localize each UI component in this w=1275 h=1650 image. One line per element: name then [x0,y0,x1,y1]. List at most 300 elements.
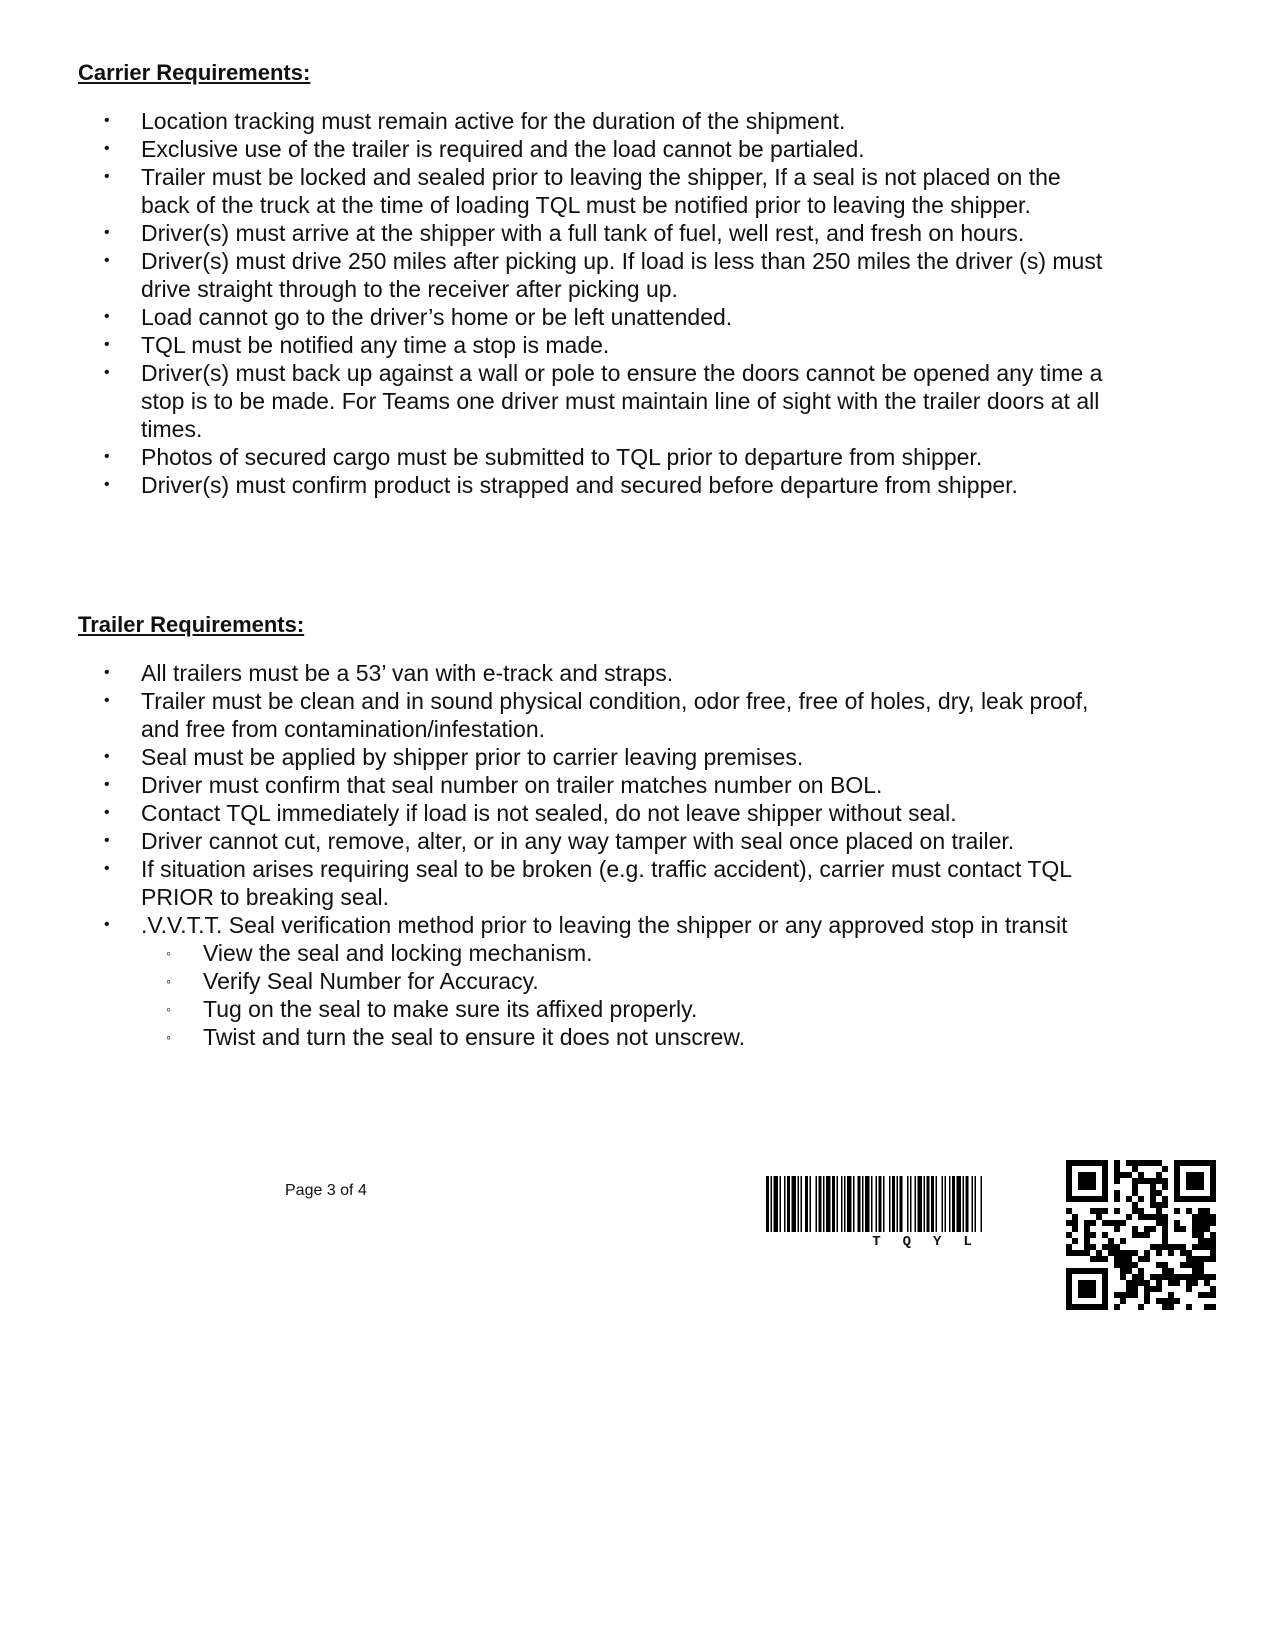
qr-module [1150,1178,1156,1184]
qr-module [1198,1232,1204,1238]
qr-module [1204,1196,1210,1202]
qr-module [1162,1226,1168,1232]
qr-module [1180,1196,1186,1202]
qr-module [1204,1160,1210,1166]
qr-module [1066,1196,1072,1202]
qr-module [1102,1256,1108,1262]
qr-module [1198,1256,1204,1262]
qr-module [1192,1220,1198,1226]
qr-module [1096,1196,1102,1202]
barcode-bar [841,1176,843,1232]
qr-module [1192,1280,1198,1286]
qr-module [1168,1268,1174,1274]
qr-module [1078,1196,1084,1202]
barcode-bar [972,1176,974,1232]
list-item-text: Driver(s) must back up against a wall or pole to ensure the doors cannot be opened any time a stop is to be made. For Teams one driver must maintain line of sight with the trailer doors at all times. [141,360,1103,442]
barcode-bar [963,1176,965,1232]
barcode-bar [907,1176,909,1232]
qr-module [1084,1196,1090,1202]
trailer-requirements-list [0,659,1275,1051]
qr-module [1066,1220,1072,1226]
qr-module [1168,1280,1174,1286]
qr-code [1066,1160,1216,1310]
qr-module [1072,1220,1078,1226]
qr-module [1162,1304,1168,1310]
qr-module [1126,1214,1132,1220]
qr-module [1072,1250,1078,1256]
qr-module [1168,1250,1174,1256]
list-item-text: Driver(s) must drive 250 miles after picking up. If load is less than 250 miles the driver (s) must drive straight through to the receiver after picking up. [141,248,1103,302]
qr-module [1174,1166,1180,1172]
qr-module [1144,1178,1150,1184]
qr-module [1078,1286,1084,1292]
qr-module [1156,1202,1162,1208]
qr-module [1144,1250,1150,1256]
qr-module [1174,1184,1180,1190]
barcode-bar [927,1176,930,1232]
bullet-icon: • [104,476,110,493]
qr-module [1066,1244,1072,1250]
qr-module [1132,1208,1138,1214]
qr-module [1144,1298,1150,1304]
qr-module [1198,1238,1204,1244]
qr-module [1174,1196,1180,1202]
barcode-bar [837,1176,839,1232]
bullet-icon: • [104,804,110,821]
qr-module [1180,1226,1186,1232]
qr-module [1132,1190,1138,1196]
qr-module [1144,1232,1150,1238]
qr-module [1114,1304,1120,1310]
qr-module [1192,1256,1198,1262]
qr-module [1162,1184,1168,1190]
qr-module [1078,1304,1084,1310]
qr-module [1210,1274,1216,1280]
qr-module [1210,1190,1216,1196]
qr-module [1192,1178,1198,1184]
qr-module [1198,1262,1204,1268]
qr-module [1150,1184,1156,1190]
qr-module [1126,1160,1132,1166]
qr-module [1090,1304,1096,1310]
qr-module [1204,1280,1210,1286]
qr-module [1090,1172,1096,1178]
qr-module [1138,1172,1144,1178]
qr-module [1108,1250,1114,1256]
qr-module [1156,1178,1162,1184]
qr-module [1114,1160,1120,1166]
qr-module [1132,1292,1138,1298]
qr-module [1102,1172,1108,1178]
qr-module [1066,1166,1072,1172]
qr-module [1102,1184,1108,1190]
qr-module [1084,1286,1090,1292]
qr-module [1102,1286,1108,1292]
bullet-icon: • [104,776,110,793]
qr-module [1198,1292,1204,1298]
qr-module [1138,1178,1144,1184]
qr-module [1066,1286,1072,1292]
qr-module [1138,1280,1144,1286]
qr-module [1162,1202,1168,1208]
qr-module [1138,1304,1144,1310]
qr-module [1174,1280,1180,1286]
qr-module [1150,1244,1156,1250]
qr-module [1066,1190,1072,1196]
list-item [0,659,1275,687]
qr-module [1072,1304,1078,1310]
list-item-text: Driver(s) must arrive at the shipper with a full tank of fuel, well rest, and fresh on hours. [141,220,1025,246]
qr-module [1126,1286,1132,1292]
barcode-bar [924,1176,926,1232]
qr-module [1114,1244,1120,1250]
qr-module [1150,1214,1156,1220]
qr-module [1174,1244,1180,1250]
list-item-text: Trailer must be locked and sealed prior to leaving the shipper, If a seal is not placed on the back of the truck at the time of loading TQL must be notified prior to leaving the shipper. [141,164,1061,218]
qr-module [1192,1184,1198,1190]
qr-module [1102,1292,1108,1298]
list-item [0,911,1275,1051]
qr-module [1132,1250,1138,1256]
qr-module [1204,1292,1210,1298]
barcode-bar [784,1176,786,1232]
qr-module [1132,1232,1138,1238]
list-item-text: Exclusive use of the trailer is required and the load cannot be partialed. [141,136,865,162]
qr-module [1210,1304,1216,1310]
qr-module [1090,1268,1096,1274]
barcode-bar [966,1176,969,1232]
qr-module [1066,1304,1072,1310]
sub-list-item-text: Twist and turn the seal to ensure it does not unscrew. [203,1024,746,1050]
hollow-bullet-icon: ◦ [166,1001,171,1017]
qr-module [1120,1172,1126,1178]
seal-verification-sublist [141,939,1115,1051]
barcode-bar [801,1176,803,1232]
qr-module [1114,1262,1120,1268]
qr-module [1210,1244,1216,1250]
qr-module [1108,1238,1114,1244]
qr-module [1186,1172,1192,1178]
qr-module [1180,1244,1186,1250]
qr-module [1144,1256,1150,1262]
qr-module [1144,1286,1150,1292]
qr-module [1078,1160,1084,1166]
qr-module [1150,1286,1156,1292]
qr-module [1084,1220,1090,1226]
barcode-bar [879,1176,882,1232]
qr-module [1114,1172,1120,1178]
qr-module [1156,1274,1162,1280]
barcode-bar [766,1176,769,1232]
qr-module [1120,1298,1126,1304]
qr-module [1102,1280,1108,1286]
qr-module [1192,1232,1198,1238]
bullet-icon: • [104,448,110,465]
barcode-bar [942,1176,944,1232]
barcode-bar [774,1176,779,1232]
qr-module [1066,1232,1072,1238]
qr-module [1120,1262,1126,1268]
qr-module [1174,1190,1180,1196]
qr-module [1186,1196,1192,1202]
qr-module [1198,1268,1204,1274]
hollow-bullet-icon: ◦ [166,973,171,989]
qr-module [1078,1178,1084,1184]
qr-module [1102,1196,1108,1202]
qr-module [1204,1226,1210,1232]
qr-module [1132,1262,1138,1268]
qr-module [1090,1232,1096,1238]
qr-module [1090,1196,1096,1202]
barcode-bar [897,1176,899,1232]
hollow-bullet-icon: ◦ [166,945,171,961]
barcode-bar [945,1176,947,1232]
qr-module [1132,1160,1138,1166]
qr-module [1102,1190,1108,1196]
qr-module [1120,1268,1126,1274]
qr-module [1186,1286,1192,1292]
list-item-text: .V.V.T.T. Seal verification method prior to leaving the shipper or any approved stop in transit [141,912,1068,938]
qr-module [1186,1250,1192,1256]
qr-module [1186,1280,1192,1286]
bullet-icon: • [104,252,110,269]
qr-module [1192,1160,1198,1166]
carrier-requirements-list [0,107,1275,499]
qr-module [1084,1178,1090,1184]
qr-module [1186,1208,1192,1214]
sub-list-item-text: View the seal and locking mechanism. [203,940,593,966]
barcode-bar [931,1176,934,1232]
barcode-bar [957,1176,962,1232]
list-item [0,443,1275,471]
list-item [0,471,1275,499]
qr-module [1210,1160,1216,1166]
list-item-text: If situation arises requiring seal to be broken (e.g. traffic accident), carrier must contact TQL PRIOR to breaking seal. [141,856,1072,910]
qr-module [1162,1214,1168,1220]
qr-module [1132,1280,1138,1286]
qr-module [1066,1172,1072,1178]
qr-module [1156,1172,1162,1178]
list-item-text: Location tracking must remain active for the duration of the shipment. [141,108,846,134]
hollow-bullet-icon: ◦ [166,1029,171,1045]
barcode-text: TQYL [872,1234,994,1250]
qr-module [1078,1268,1084,1274]
qr-module [1138,1268,1144,1274]
qr-module [1198,1184,1204,1190]
qr-module [1090,1280,1096,1286]
qr-module [1078,1292,1084,1298]
qr-module [1066,1184,1072,1190]
qr-module [1102,1274,1108,1280]
qr-module [1108,1244,1114,1250]
list-item-text: Load cannot go to the driver’s home or be left unattended. [141,304,733,330]
sub-list-item-text: Tug on the seal to make sure its affixed properly. [203,996,698,1022]
qr-module [1078,1184,1084,1190]
qr-module [1084,1244,1090,1250]
qr-module [1204,1208,1210,1214]
bullet-icon: • [104,832,110,849]
qr-module [1096,1256,1102,1262]
qr-module [1114,1178,1120,1184]
barcode-bar [832,1176,835,1232]
qr-module [1192,1214,1198,1220]
qr-module [1102,1232,1108,1238]
bullet-icon: • [104,664,110,681]
list-item-text: TQL must be notified any time a stop is made. [141,332,610,358]
qr-module [1186,1262,1192,1268]
qr-module [1174,1178,1180,1184]
qr-module [1198,1226,1204,1232]
barcode-bars-graphic [766,1176,1056,1232]
qr-module [1192,1274,1198,1280]
qr-module [1126,1268,1132,1274]
qr-module [1144,1226,1150,1232]
barcode-bar [853,1176,855,1232]
qr-module [1210,1166,1216,1172]
qr-module [1210,1178,1216,1184]
trailer-requirements-heading: Trailer Requirements: [78,612,305,637]
qr-module [1102,1166,1108,1172]
barcode-bar [900,1176,903,1232]
qr-module [1120,1256,1126,1262]
qr-module [1090,1286,1096,1292]
qr-module [1174,1172,1180,1178]
qr-module [1084,1160,1090,1166]
list-item-text: Driver(s) must confirm product is strapped and secured before departure from shipper. [141,472,1018,498]
qr-module [1066,1178,1072,1184]
qr-module [1084,1304,1090,1310]
qr-module [1192,1226,1198,1232]
bullet-icon: • [104,336,110,353]
list-item [0,163,1275,219]
qr-module [1078,1280,1084,1286]
qr-module [1102,1298,1108,1304]
qr-module [1150,1202,1156,1208]
qr-module [1126,1172,1132,1178]
qr-module [1186,1178,1192,1184]
list-item [0,107,1275,135]
qr-module [1156,1160,1162,1166]
qr-module [1156,1262,1162,1268]
barcode-bar [889,1176,891,1232]
bullet-icon: • [104,140,110,157]
qr-module [1102,1244,1108,1250]
qr-module [1102,1178,1108,1184]
qr-module [1126,1196,1132,1202]
qr-module [1072,1238,1078,1244]
qr-module [1156,1250,1162,1256]
qr-module [1084,1292,1090,1298]
qr-module [1156,1208,1162,1214]
bullet-icon: • [104,860,110,877]
qr-module [1186,1274,1192,1280]
qr-module [1168,1298,1174,1304]
bullet-icon: • [104,692,110,709]
bullet-icon: • [104,748,110,765]
qr-module [1204,1214,1210,1220]
qr-module [1072,1268,1078,1274]
barcode-bar [952,1176,955,1232]
qr-module [1102,1208,1108,1214]
qr-module [1198,1244,1204,1250]
qr-module [1150,1160,1156,1166]
qr-module [1162,1244,1168,1250]
qr-module [1072,1196,1078,1202]
barcode-bar [862,1176,864,1232]
qr-module [1096,1268,1102,1274]
barcode [766,1176,1056,1258]
qr-module [1114,1166,1120,1172]
qr-module [1126,1256,1132,1262]
qr-module [1138,1232,1144,1238]
barcode-bar [981,1176,983,1232]
barcode-bar [816,1176,818,1232]
qr-module [1120,1292,1126,1298]
qr-module [1090,1160,1096,1166]
qr-module [1096,1304,1102,1310]
barcode-bar [826,1176,831,1232]
list-item [0,303,1275,331]
barcode-bar [883,1176,885,1232]
sub-list-item [141,995,1115,1023]
qr-module [1114,1256,1120,1262]
qr-module [1168,1292,1174,1298]
qr-module [1210,1250,1216,1256]
qr-module [1102,1268,1108,1274]
qr-module [1186,1304,1192,1310]
barcode-bar [876,1176,878,1232]
qr-module [1192,1268,1198,1274]
qr-module [1186,1160,1192,1166]
list-item [0,827,1275,855]
qr-module [1156,1286,1162,1292]
qr-module [1150,1226,1156,1232]
qr-module [1138,1196,1144,1202]
list-item [0,359,1275,443]
qr-module [1180,1274,1186,1280]
bullet-icon: • [104,364,110,381]
qr-module [1162,1238,1168,1244]
qr-module [1150,1274,1156,1280]
qr-module [1084,1238,1090,1244]
barcode-bar [844,1176,846,1232]
qr-module [1132,1274,1138,1280]
qr-module [1168,1304,1174,1310]
qr-module [1162,1262,1168,1268]
qr-module [1066,1160,1072,1166]
sub-list-item-text: Verify Seal Number for Accuracy. [203,968,539,994]
qr-module [1204,1304,1210,1310]
qr-module [1096,1208,1102,1214]
qr-module [1210,1292,1216,1298]
bullet-icon: • [104,916,110,933]
carrier-requirements-heading: Carrier Requirements: [78,60,311,85]
qr-module [1198,1274,1204,1280]
list-item-text: Contact TQL immediately if load is not sealed, do not leave shipper without seal. [141,800,957,826]
qr-module [1144,1214,1150,1220]
qr-module [1204,1256,1210,1262]
qr-module [1198,1172,1204,1178]
sub-list-item [141,967,1115,995]
qr-module [1210,1256,1216,1262]
bullet-icon: • [104,112,110,129]
qr-module [1198,1196,1204,1202]
qr-module [1192,1172,1198,1178]
barcode-bar [847,1176,852,1232]
barcode-bar [949,1176,951,1232]
bullet-icon: • [104,224,110,241]
qr-module [1162,1178,1168,1184]
